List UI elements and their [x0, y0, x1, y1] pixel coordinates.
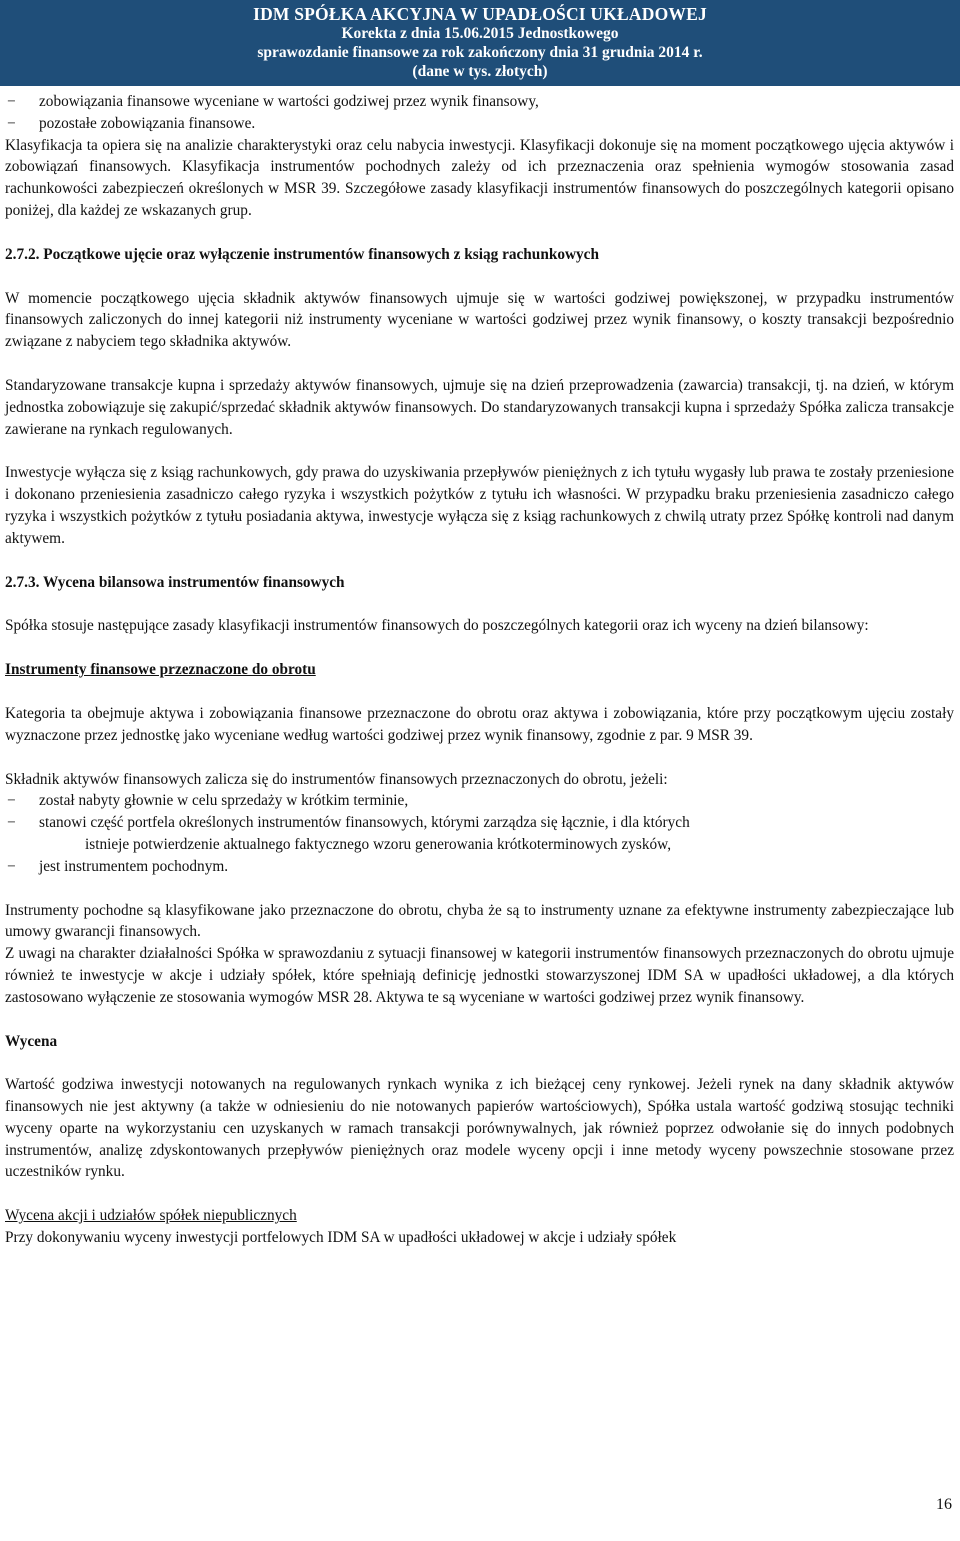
paragraph: Instrumenty pochodne są klasyfikowane jako przeznaczone do obrotu, chyba że są to instrumenty uznane za efektywne instrumenty zabezpieczające lub umowy gwarancji finansowych.	[5, 901, 954, 941]
section-heading-2-7-3: 2.7.3. Wycena bilansowa instrumentów finansowych	[5, 573, 345, 591]
document-body	[5, 91, 954, 1249]
report-title: sprawozdanie finansowe za rok zakończony dnia 31 grudnia 2014 r.	[257, 44, 703, 61]
list-item: − stanowi część portfela określonych instrumentów finansowych, którymi zarządza się łącznie, i dla których	[5, 812, 954, 834]
company-name: IDM SPÓŁKA AKCYJNA W UPADŁOŚCI UKŁADOWEJ	[253, 4, 707, 24]
paragraph: Kategoria ta obejmuje aktywa i zobowiązania finansowe przeznaczone do obrotu oraz aktywa i zobowiązania, które przy początkowym ujęciu zostały wyznaczone przez jednostkę jako wyceniane według wartości godziwej przez wynik finansowy, zgodnie z par. 9 MSR 39.	[5, 704, 954, 744]
list-intro: Składnik aktywów finansowych zalicza się do instrumentów finansowych przeznaczonych do obrotu, jeżeli:	[5, 770, 668, 788]
subheading-valuation: Wycena	[5, 1032, 58, 1050]
trading-criteria-list	[5, 790, 954, 877]
document-header	[0, 0, 960, 86]
subheading-trading: Instrumenty finansowe przeznaczone do obrotu	[5, 661, 316, 679]
currency-note: (dane w tys. złotych)	[412, 63, 548, 80]
list-item: − został nabyty głownie w celu sprzedaży w krótkim terminie,	[5, 790, 954, 812]
dash-bullet: −	[7, 114, 16, 132]
intro-paragraph: Klasyfikacja ta opiera się na analizie charakterystyki oraz celu nabycia inwestycji. Klasyfikacji dokonuje się na moment początkowego ujęcia aktywów i zobowiązań finansowych. Klasyfikacja instrumentów pochodnych zależy od ich przeznaczenia oraz spełnienia wymogów stosowania zasad rachunkowości zabezpieczeń określonych w MSR 39. Szczegółowe zasady klasyfikacji instrumentów finansowych do poszczególnych kategorii opisano poniżej, dla każdej ze wskazanych grup.	[5, 136, 954, 219]
paragraph: Spółka stosuje następujące zasady klasyfikacji instrumentów finansowych do poszczególnych kategorii oraz ich wyceny na dzień bilansowy:	[5, 617, 869, 635]
paragraph: Z uwagi na charakter działalności Spółka w sprawozdaniu z sytuacji finansowej w kategorii instrumentów finansowych przeznaczonych do obrotu ujmuje również te inwestycje w akcje i udziały spółek, które spełniają definicję jednostki stowarzyszonej IDM SA w upadłości układowej, a dla których zastosowano wyłączenie ze stosowania wymogów MSR 28. Aktywa te są wyceniane w wartości godziwej przez wynik finansowy.	[5, 945, 954, 1006]
dash-bullet: −	[7, 93, 16, 110]
paragraph: Wartość godziwa inwestycji notowanych na regulowanych rynkach wynika z ich bieżącej ceny rynkowej. Jeżeli rynek na dany składnik aktywów finansowych nie jest aktywny (a także w odniesieniu do nie notowanych papierów wartościowych), Spółka ustala wartość godziwą stosując techniki wyceny oparte na wykorzystaniu cen uzyskanych w ramach transakcji porównywalnych, jak również poprzez odwołanie się do innych podobnych instrumentów, analizę zdyskontowanych przepływów pieniężnych oraz modele wyceny opcji i inne metody wyceny powszechnie stosowane przez uczestników rynku.	[5, 1076, 954, 1181]
dash-bullet: −	[7, 857, 16, 875]
section-heading-2-7-2: 2.7.2. Początkowe ujęcie oraz wyłączenie instrumentów finansowych z ksiąg rachunkowych	[5, 245, 599, 263]
list-item: − jest instrumentem pochodnym.	[5, 856, 954, 878]
list-item-continuation: istnieje potwierdzenie aktualnego faktycznego wzoru generowania krótkoterminowych zysków,	[85, 835, 672, 853]
page-number: 16	[936, 1496, 952, 1513]
intro-list	[5, 91, 954, 135]
list-item: − pozostałe zobowiązania finansowe.	[5, 113, 954, 135]
list-item: − zobowiązania finansowe wyceniane w wartości godziwej przez wynik finansowy,	[5, 91, 954, 113]
paragraph: Inwestycje wyłącza się z ksiąg rachunkowych, gdy prawa do uzyskiwania przepływów pieniężnych z ich tytułu wygasły lub prawa te zostały przeniesione i dokonano przeniesienia zasadniczo całego ryzyka i wszystkich pożytków z tytułu ich własności. W przypadku braku przeniesienia zasadniczo całego ryzyka i wszystkich pożytków z tytułu posiadania aktywa, inwestycje wyłącza się z ksiąg rachunkowych z chwilą utraty przez Spółkę kontroli nad danym aktywem.	[5, 464, 954, 547]
dash-bullet: −	[7, 792, 16, 810]
dash-bullet: −	[7, 814, 16, 832]
paragraph: Standaryzowane transakcje kupna i sprzedaży aktywów finansowych, ujmuje się na dzień przeprowadzenia (zawarcia) transakcji, tj. na dzień, w którym jednostka zobowiązuje się zakupić/sprzedać składnik aktywów finansowych. Do standaryzowanych transakcji kupna i sprzedaży Spółka zalicza transakcje zawierane na rynkach regulowanych.	[5, 376, 954, 438]
paragraph: W momencie początkowego ujęcia składnik aktywów finansowych ujmuje się w wartości godziwej powiększonej, w przypadku instrumentów finansowych zaliczonych do innej kategorii niż instrumenty wyceniane w wartości godziwej przez wynik finansowy, o koszty transakcji bezpośrednio związane z nabyciem tego składnika aktywów.	[5, 289, 954, 351]
subheading-unlisted: Wycena akcji i udziałów spółek niepublicznych	[5, 1207, 297, 1225]
paragraph: Przy dokonywaniu wyceny inwestycji portfelowych IDM SA w upadłości układowej w akcje i udziały spółek	[5, 1229, 677, 1247]
correction-note: Korekta z dnia 15.06.2015 Jednostkowego	[341, 25, 619, 42]
